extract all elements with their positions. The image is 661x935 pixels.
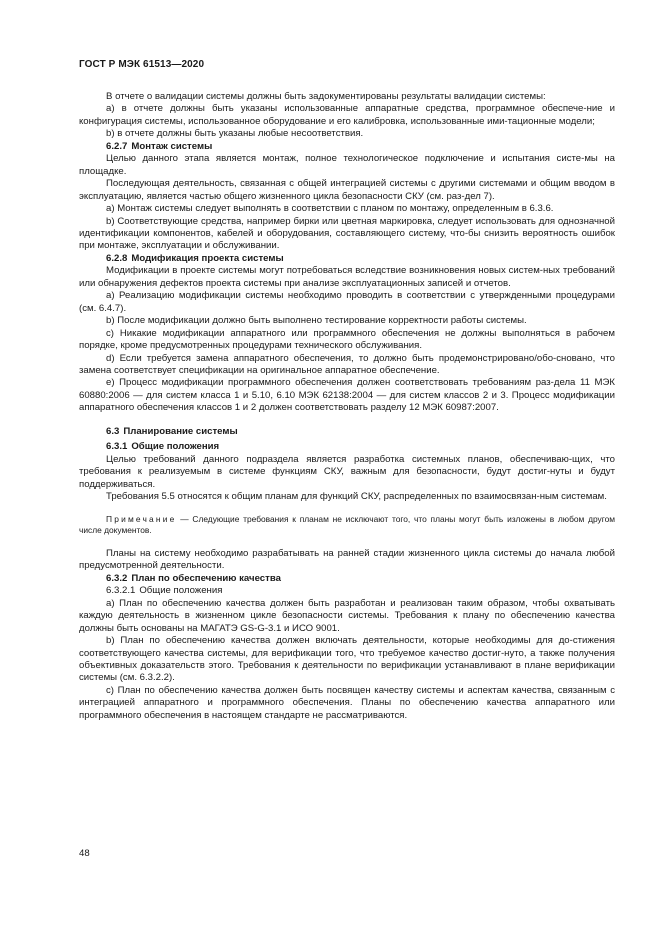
section-number: 6.3.2 (106, 572, 128, 584)
note (79, 514, 615, 536)
paragraph: b) План по обеспечению качества должен включать деятельности, которые необходимы для до-стижения соответствующего качества системы, для верификации того, что требуемое качество достиг-нуто, а также получения объективных доказательств этого. Требования к деятельности по верификации устанавливают в плане верификации системы (см. 6.3.2.2). (79, 635, 615, 684)
paragraph: b) в отчете должны быть указаны любые несоответствия. (106, 128, 364, 140)
paragraph: d) Если требуется замена аппаратного обеспечения, то должно быть продемонстрировано/обо-сновано, что замена соответствует спецификации на оригинальное аппаратное обеспечение. (79, 352, 615, 376)
paragraph: e) Процесс модификации программного обеспечения должен соответствовать требованиям раз-дела 11 МЭК 60880:2006 — для систем класса 1 и 5.10, 6.10 МЭК 62138:2004 — для систем классов 2 и 3. Процесс модификации аппаратного обеспечения классов 1 и 2 должен соответствовать разделу 12 МЭК 60987:2007. (79, 377, 615, 414)
paragraph: a) Реализацию модификации системы необходимо проводить в соответствии с утвержденными процедурами (см. 6.4.7). (79, 290, 615, 314)
section-heading-6-3-1 (79, 441, 615, 453)
section-heading-6-3-2 (79, 573, 615, 585)
section-title: Общие положения (131, 441, 220, 453)
section-title: План по обеспечению качества (131, 572, 281, 584)
section-heading-6-2-7 (79, 141, 615, 153)
section-number: 6.2.8 (106, 252, 128, 264)
note-text: — Следующие требования к планам не исключают того, что планы могут быть изложены в любом другом числе документов. (79, 513, 615, 535)
section-title: Модификация проекта системы (131, 252, 284, 264)
section-heading-6-2-8 (79, 253, 615, 265)
document-body (79, 91, 615, 722)
section-number: 6.3.2.1 (106, 585, 136, 597)
paragraph: Модификации в проекте системы могут потребоваться вследствие возникновения новых систем-ных требований или обнаружения дефектов проекта системы при анализе эксплуатационных записей и отчетов. (79, 265, 615, 289)
paragraph: c) Никакие модификации аппаратного или программного обеспечения не должны выполняться в рабочем порядке, кроме предусмотренных процедурами технического обслуживания. (79, 327, 615, 352)
section-title: Общие положения (139, 585, 223, 597)
paragraph: a) План по обеспечению качества должен быть разработан и реализован таким образом, чтобы охватывать каждую деятельность в жизненном цикле безопасности системы. Требования к плану по обеспечению качества должны быть основаны на МАГАТЭ GS-G-3.1 и ИСО 9001. (79, 597, 615, 634)
paragraph: a) Монтаж системы следует выполнять в соответствии с планом по монтажу, определенным в 6.3.6. (106, 203, 554, 215)
paragraph: b) После модификации должно быть выполнено тестирование корректности работы системы. (106, 315, 527, 327)
paragraph: Последующая деятельность, связанная с общей интеграцией системы с другими системами и общим вводом в эксплуатацию, является частью общего жизненного цикла безопасности СКУ (см. раз-дел 7). (79, 178, 615, 202)
paragraph: c) План по обеспечению качества должен быть посвящен качеству системы и аспектам качества, связанным с интеграцией аппаратного и программного обеспечения. Планы по обеспечению качества аппаратного или программного обеспечения в настоящем стандарте не рассматриваются. (79, 684, 615, 721)
section-number: 6.3 (106, 425, 120, 437)
paragraph: Требования 5.5 относятся к общим планам для функций СКУ, распределенных по взаимосвязан-ным системам. (106, 491, 607, 503)
paragraph: a) в отчете должны быть указаны использованные аппаратные средства, программное обеспече-ние и конфигурация системы, использованное оборудование и его калибровка, использованные ими-тационные модели; (79, 103, 615, 127)
note-label: Примечание (106, 513, 177, 524)
document-header: ГОСТ Р МЭК 61513—2020 (79, 59, 205, 70)
paragraph: Целью данного этапа является монтаж, полное технологическое подключение и испытания систе-мы на площадке. (79, 153, 615, 177)
subsection-heading-6-3-2-1 (79, 585, 615, 597)
section-title: Монтаж системы (131, 140, 213, 152)
paragraph: Планы на систему необходимо разрабатывать на ранней стадии жизненного цикла системы до начала любой предусмотренной деятельности. (79, 547, 615, 572)
paragraph: В отчете о валидации системы должны быть задокументированы результаты валидации системы: (106, 91, 546, 102)
paragraph: Целью требований данного подраздела является разработка системных планов, обеспечиваю-щих, что требования к реализуемым в системе функциям СКУ, важным для безопасности, будут достиг-нуты и будут поддерживаться. (79, 453, 615, 490)
section-heading-6-3 (79, 426, 615, 438)
section-title: Планирование системы (123, 425, 238, 437)
page-number: 48 (79, 848, 90, 859)
section-number: 6.3.1 (106, 441, 128, 453)
paragraph: b) Соответствующие средства, например бирки или цветная маркировка, следует использовать для однозначной идентификации компонентов, кабелей и оборудования, составляющего систему, что-бы снизить вероятность ошибок при монтаже, эксплуатации и обслуживании. (79, 215, 615, 252)
section-number: 6.2.7 (106, 140, 128, 152)
